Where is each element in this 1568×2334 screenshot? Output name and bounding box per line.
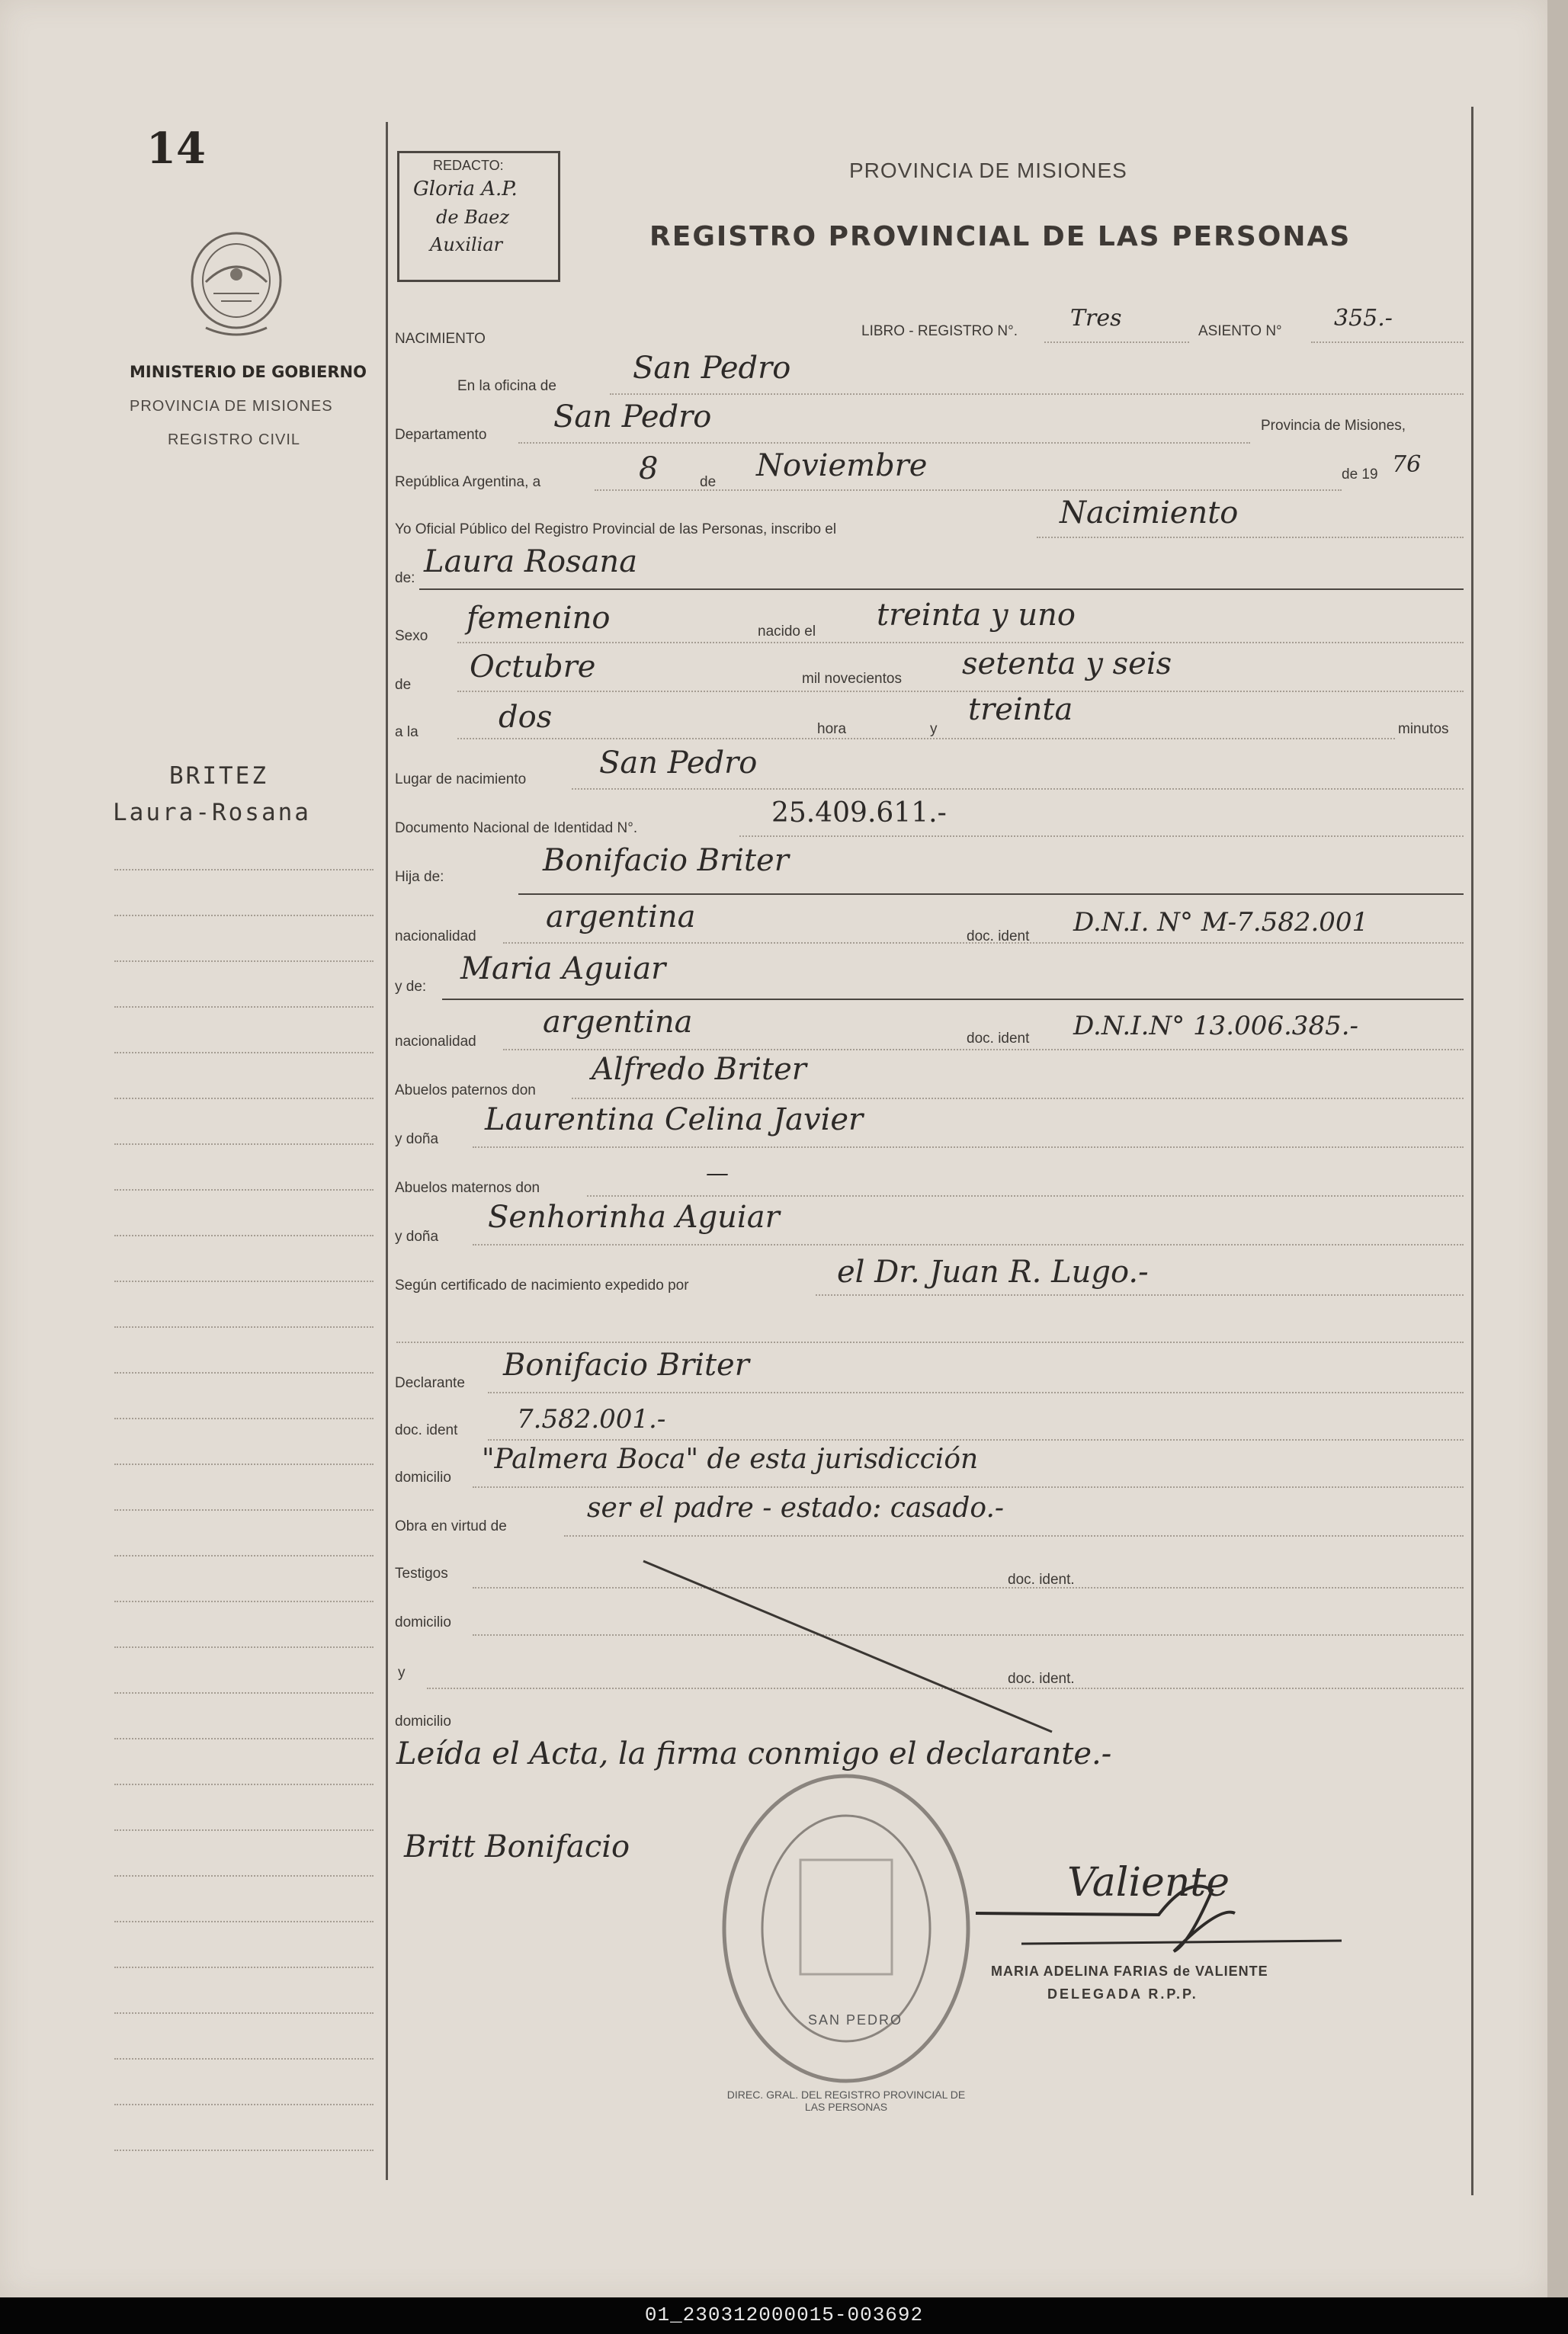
sexo-label: Sexo: [395, 628, 428, 644]
rule: [816, 1294, 1464, 1296]
official-seal-icon: [717, 1768, 976, 2089]
domicilio-value: "Palmera Boca" de esta jurisdicción: [482, 1444, 979, 1475]
rule: [564, 1535, 1464, 1537]
left-border-line: [386, 122, 388, 2180]
oficina-value: San Pedro: [633, 351, 791, 386]
dia-value: 8: [639, 451, 659, 486]
testigos-strike-line: [640, 1555, 1067, 1738]
redacto-line1: Gloria A.P.: [413, 178, 518, 200]
de-name-label: de:: [395, 570, 415, 586]
testigos-domicilio-label: domicilio: [395, 1614, 451, 1630]
rule: [610, 393, 1464, 395]
rule: [572, 1098, 1464, 1099]
redacto-label: REDACTO:: [433, 158, 504, 173]
header-province: PROVINCIA DE MISIONES: [849, 159, 1127, 182]
y-testigo-label: y: [398, 1665, 406, 1681]
anio-nac-value: setenta y seis: [962, 646, 1172, 681]
y-dona-label: y doña: [395, 1131, 439, 1147]
coat-of-arms-icon: [183, 221, 290, 343]
republica-label: República Argentina, a: [395, 474, 541, 490]
libro-value: Tres: [1070, 305, 1122, 332]
nacionalidad-label: nacionalidad: [395, 1034, 476, 1050]
a-la-label: a la: [395, 724, 418, 740]
signature-scribble-icon: [960, 1860, 1357, 1967]
rule: [396, 1342, 1464, 1343]
anio-suffix-value: 76: [1392, 451, 1422, 478]
seal-center-text: SAN PEDRO: [808, 2012, 903, 2028]
abuelos-maternos-label: Abuelos maternos don: [395, 1180, 540, 1196]
declarante-value: Bonifacio Briter: [503, 1348, 749, 1383]
ministerio-label: MINISTERIO DE GOBIERNO: [130, 363, 367, 381]
right-border-line: [1471, 107, 1473, 2195]
rule: [503, 1049, 1464, 1050]
nacimiento-label: NACIMIENTO: [395, 331, 486, 347]
hora-label: hora: [817, 721, 847, 737]
minutos-label: minutos: [1398, 721, 1449, 737]
departamento-label: Departamento: [395, 427, 487, 443]
redacto-line2: de Baez: [436, 207, 509, 228]
rule: [442, 999, 1464, 1000]
abuelos-paternos-label: Abuelos paternos don: [395, 1082, 536, 1098]
rule: [503, 942, 1464, 944]
rule: [518, 893, 1464, 895]
testigos-label: Testigos: [395, 1566, 448, 1582]
footer-id: 01_230312000015-003692: [644, 2304, 924, 2326]
nacido-el-value: treinta y uno: [877, 598, 1076, 633]
declarante-label: Declarante: [395, 1375, 465, 1391]
margin-given-names: Laura-Rosana: [113, 799, 311, 826]
nacionalidad-label: nacionalidad: [395, 928, 476, 944]
certificado-label: Según certificado de nacimiento expedido por: [395, 1278, 689, 1294]
rule: [488, 1392, 1464, 1393]
acto-value: Nacimiento: [1060, 495, 1239, 531]
rule: [457, 738, 1395, 739]
margin-surname: BRITEZ: [169, 762, 268, 790]
rule: [1037, 537, 1464, 538]
hija-de-label: Hija de:: [395, 869, 444, 885]
madre-doc-value: D.N.I.N° 13.006.385.-: [1073, 1011, 1358, 1041]
dni-value: 25.409.611.-: [771, 797, 947, 829]
de-month-label: de: [395, 677, 412, 693]
mes-nac-value: Octubre: [470, 649, 596, 684]
testigos-doc-label-2: doc. ident.: [1008, 1671, 1075, 1687]
seal-ring-text: DIREC. GRAL. DEL REGISTRO PROVINCIAL DE LAS PERSONAS: [726, 2089, 966, 2113]
madre-nacionalidad-value: argentina: [543, 1005, 693, 1040]
doc-ident-label: doc. ident: [967, 928, 1030, 944]
abuelo-materno-value: —: [706, 1160, 729, 1187]
testigos-domicilio-label-2: domicilio: [395, 1714, 451, 1730]
rule: [473, 1146, 1464, 1148]
rule: [595, 489, 1342, 491]
header-registry: REGISTRO PROVINCIAL DE LAS PERSONAS: [649, 221, 1352, 252]
provincia-misiones-label: Provincia de Misiones,: [1261, 418, 1406, 434]
padre-value: Bonifacio Briter: [543, 843, 789, 878]
libro-label: LIBRO - REGISTRO N°.: [861, 323, 1018, 339]
padre-nacionalidad-value: argentina: [546, 899, 696, 935]
declarante-doc-value: 7.582.001.-: [517, 1404, 666, 1435]
lugar-label: Lugar de nacimiento: [395, 771, 527, 787]
departamento-value: San Pedro: [553, 399, 712, 434]
rule: [473, 1486, 1464, 1488]
firma-oficial: Valiente: [1067, 1860, 1230, 1906]
y-de-label: y de:: [395, 979, 427, 995]
yo-oficial-label: Yo Oficial Público del Registro Provincial de las Personas, inscribo el: [395, 521, 837, 537]
obra-label: Obra en virtud de: [395, 1518, 507, 1534]
testigos-doc-label: doc. ident.: [1008, 1572, 1075, 1588]
domicilio-label: domicilio: [395, 1470, 451, 1486]
rule: [739, 835, 1464, 837]
y-label: y: [930, 721, 938, 737]
y-dona-label: y doña: [395, 1229, 439, 1245]
rule: [518, 442, 1250, 444]
registro-civil-label: REGISTRO CIVIL: [168, 431, 301, 448]
asiento-value: 355.-: [1334, 305, 1393, 332]
padre-doc-value: D.N.I. N° M-7.582.001: [1073, 907, 1369, 938]
page-number: 14: [146, 123, 206, 174]
mil-novecientos-label: mil novecientos: [802, 671, 902, 687]
madre-value: Maria Aguiar: [460, 951, 666, 986]
de-19-label: de 19: [1342, 466, 1378, 483]
official-name: MARIA ADELINA FARIAS de VALIENTE: [991, 1964, 1268, 1979]
firma-declarante: Britt Bonifacio: [404, 1829, 630, 1864]
rule: [457, 642, 1464, 643]
hora-value: dos: [499, 700, 553, 735]
leida-value: Leída el Acta, la firma conmigo el declarante.-: [396, 1736, 1112, 1771]
sexo-value: femenino: [467, 601, 611, 636]
lugar-value: San Pedro: [599, 745, 758, 781]
abuelo-paterno-value: Alfredo Briter: [592, 1052, 806, 1087]
rule: [457, 691, 1464, 692]
obra-value: ser el padre - estado: casado.-: [587, 1492, 1005, 1524]
mes-value: Noviembre: [756, 448, 928, 483]
declarante-doc-label: doc. ident: [395, 1422, 458, 1438]
nombre-value: Laura Rosana: [424, 544, 638, 579]
redacto-box: [397, 151, 560, 282]
official-title: DELEGADA R.P.P.: [1047, 1986, 1198, 2002]
rule: [572, 788, 1464, 790]
rule: [419, 588, 1464, 590]
rule: [488, 1439, 1464, 1441]
certificado-value: el Dr. Juan R. Lugo.-: [837, 1255, 1149, 1290]
rule: [1044, 341, 1189, 343]
asiento-label: ASIENTO N°: [1198, 323, 1282, 339]
nacido-el-label: nacido el: [758, 624, 816, 640]
minutos-value: treinta: [968, 692, 1073, 727]
rule: [1311, 341, 1464, 343]
abuela-materna-value: Senhorinha Aguiar: [488, 1200, 780, 1235]
dni-label: Documento Nacional de Identidad N°.: [395, 820, 638, 836]
oficina-label: En la oficina de: [457, 378, 556, 394]
doc-ident-label: doc. ident: [967, 1031, 1030, 1047]
provincia-label: PROVINCIA DE MISIONES: [130, 398, 333, 415]
sheet-edge: [1547, 0, 1568, 2297]
de-label: de: [700, 474, 717, 490]
abuela-paterna-value: Laurentina Celina Javier: [485, 1102, 864, 1137]
rule: [587, 1195, 1464, 1197]
rule: [473, 1244, 1464, 1246]
redacto-line3: Auxiliar: [430, 234, 503, 255]
